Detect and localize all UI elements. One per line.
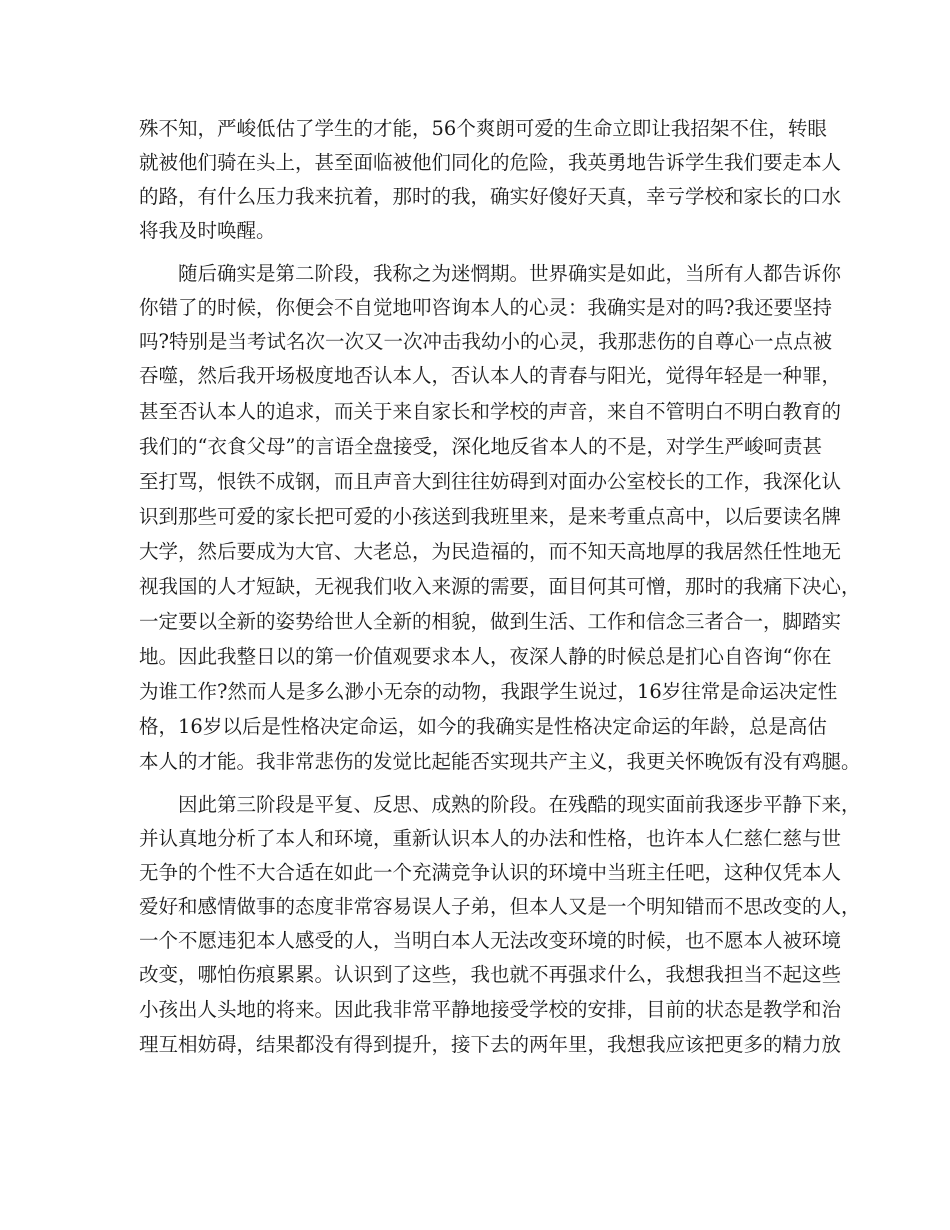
text-line: 无争的个性不大合适在如此一个充满竞争认识的环境中当班主任吧，这种仅凭本人 bbox=[139, 861, 842, 884]
text-line: 一个不愿违犯本人感受的人，当明白本人无法改变环境的时候，也不愿本人被环境 bbox=[139, 929, 842, 952]
paragraph-start-line: 随后确实是第二阶段，我称之为迷惘期。世界确实是如此，当所有人都告诉你 bbox=[178, 262, 842, 285]
text-line: 吞噬，然后我开场极度地否认本人，否认本人的青春与阳光，觉得年轻是一种罪， bbox=[139, 364, 842, 387]
text-line: 格，16岁以后是性格决定命运，如今的我确实是性格决定命运的年龄，总是高估 bbox=[139, 715, 827, 738]
text-line: 小孩出人头地的将来。因此我非常平静地接受学校的安排，目前的状态是教学和治 bbox=[139, 998, 842, 1021]
text-line: 地。因此我整日以的第一价值观要求本人，夜深人静的时候总是扪心自咨询“你在 bbox=[139, 645, 832, 668]
paragraph-start-line: 因此第三阶段是平复、反思、成熟的阶段。在残酷的现实面前我逐步平静下来， bbox=[178, 793, 861, 816]
text-line: 的路，有什么压力我来抗着，那时的我，确实好傻好天真，幸亏学校和家长的口水 bbox=[139, 185, 842, 208]
text-line: 爱好和感情做事的态度非常容易误人子弟，但本人又是一个明知错而不思改变的人， bbox=[139, 895, 861, 918]
text-line: 就被他们骑在头上，甚至面临被他们同化的危险，我英勇地告诉学生我们要走本人 bbox=[139, 151, 842, 174]
text-line: 甚至否认本人的追求，而关于来自家长和学校的声音，来自不管明白不明白教育的 bbox=[139, 400, 842, 423]
text-line: 本人的才能。我非常悲伤的发觉比起能否实现共产主义，我更关怀晚饭有没有鸡腿。 bbox=[139, 750, 861, 773]
text-line: 改变，哪怕伤痕累累。认识到了这些，我也就不再强求什么，我想我担当不起这些 bbox=[139, 963, 842, 986]
text-line: 理互相妨碍，结果都没有得到提升，接下去的两年里，我想我应该把更多的精力放 bbox=[139, 1033, 842, 1056]
text-line: 至打骂，恨铁不成钢，而且声音大到往往妨碍到对面办公室校长的工作，我深化认 bbox=[139, 470, 842, 493]
text-line: 识到那些可爱的家长把可爱的小孩送到我班里来，是来考重点高中，以后要读名牌 bbox=[139, 505, 842, 528]
text-line: 为谁工作?然而人是多么渺小无奈的动物，我跟学生说过，16岁往常是命运决定性 bbox=[139, 680, 838, 703]
text-line: 大学，然后要成为大官、大老总，为民造福的，而不知天高地厚的我居然任性地无 bbox=[139, 540, 842, 563]
text-line: 我们的“衣食父母”的言语全盘接受，深化地反省本人的不是，对学生严峻呵责甚 bbox=[139, 435, 822, 458]
text-line: 将我及时唤醒。 bbox=[139, 219, 276, 242]
text-line: 并认真地分析了本人和环境，重新认识本人的办法和性格，也许本人仁慈仁慈与世 bbox=[139, 827, 842, 850]
text-line: 吗?特别是当考试名次一次又一次冲击我幼小的心灵，我那悲伤的自尊心一点点被 bbox=[139, 330, 832, 353]
text-line: 视我国的人才短缺，无视我们收入来源的需要，面目何其可憎，那时的我痛下决心， bbox=[139, 575, 861, 598]
text-line: 一定要以全新的姿势给世人全新的相貌，做到生活、工作和信念三者合一，脚踏实 bbox=[139, 610, 842, 633]
text-line: 你错了的时候，你便会不自觉地叩咨询本人的心灵：我确实是对的吗?我还要坚持 bbox=[139, 296, 832, 319]
text-line: 殊不知，严峻低估了学生的才能，56个爽朗可爱的生命立即让我招架不住，转眼 bbox=[139, 117, 827, 140]
